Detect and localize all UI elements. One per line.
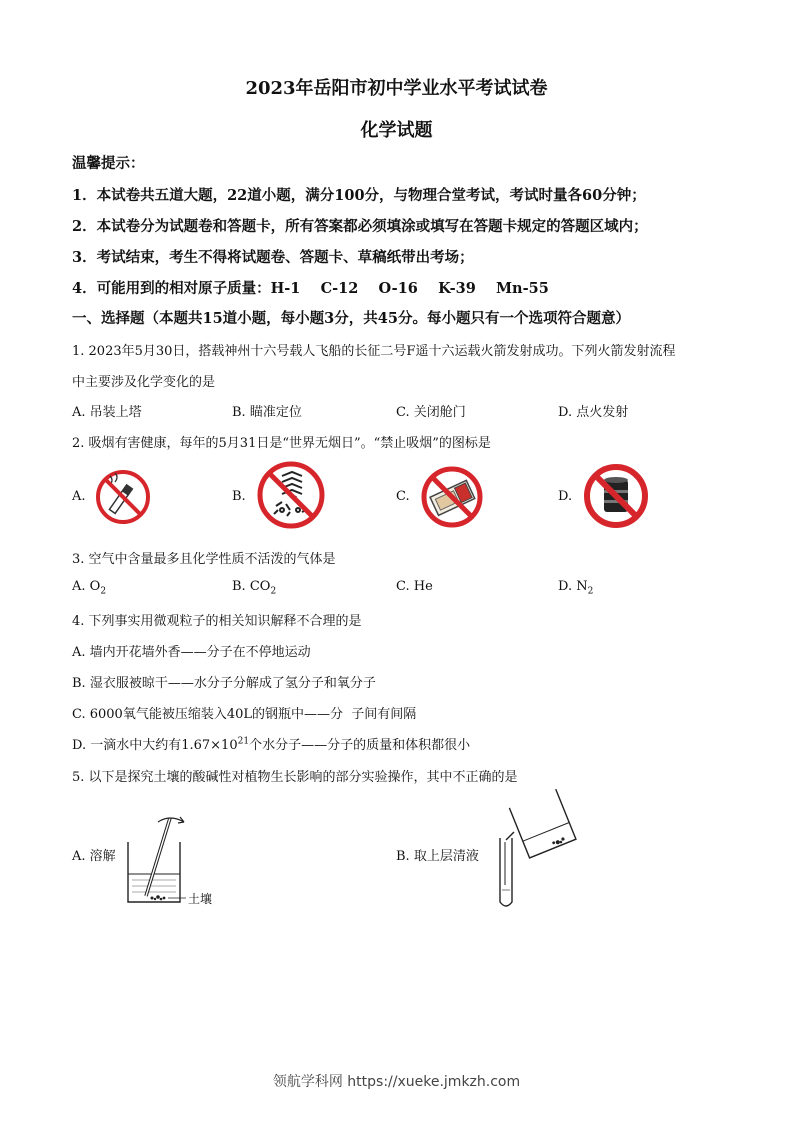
q2-option-c: C. (396, 489, 410, 504)
question-1-stem-cont: 中主要涉及化学变化的是 (72, 375, 216, 390)
question-3-stem: 3. 空气中含量最多且化学性质不活泼的气体是 (72, 552, 336, 567)
pouring-test-tube-figure (486, 790, 576, 912)
section-heading: 一、选择题（本题共15道小题，每小题3分，共45分。每小题只有一个选项符合题意） (72, 310, 630, 327)
q2-option-d: D. (558, 489, 573, 504)
q4-option-c: C. 6000氧气能被压缩装入40L的钢瓶中——分 子间有间隔 (72, 707, 417, 722)
q2-option-b: B. (232, 489, 246, 504)
question-4-stem: 4. 下列事实用微观粒子的相关知识解释不合理的是 (72, 614, 362, 629)
q3-option-b: B. $CO_2$ (232, 579, 277, 597)
no-fireworks-icon (256, 460, 326, 530)
q2-option-a: A. (72, 489, 86, 504)
tip-item: 3．考试结束，考生不得将试题卷、答题卡、草稿纸带出考场； (72, 249, 474, 266)
footer-watermark: 领航学科网 https://xueke.jmkzh.com (272, 1074, 521, 1090)
q3-option-a: A. $O_2$ (72, 579, 107, 597)
tips-heading: 温馨提示： (72, 155, 145, 172)
q1-option-c: C. 关闭舱门 (396, 405, 466, 420)
question-2-stem: 2. 吸烟有害健康，每年的5月31日是“世界无烟日”。“禁止吸烟”的图标是 (72, 436, 491, 451)
no-smoking-icon (94, 468, 152, 526)
q3-option-d: D. $N_2$ (558, 579, 594, 597)
question-5-stem: 5. 以下是探究土壤的酸碱性对植物生长影响的部分实验操作，其中不正确的是 (72, 770, 518, 785)
tip-item: 2．本试卷分为试题卷和答题卡，所有答案都必须填涂或填写在答题卡规定的答题区域内； (72, 218, 648, 235)
soil-label: 土壤 (188, 892, 213, 906)
q4-option-d: D. 一滴水中大约有$1.67\times 10^{21}$个水分子——分子的质量和体积都很小 (72, 736, 471, 753)
q1-option-b: B. 瞄准定位 (232, 405, 302, 420)
q4-option-a: A. 墙内开花墙外香——分子在不停地运动 (72, 645, 311, 660)
no-flammable-barrel-icon (582, 462, 650, 530)
q1-option-a: A. 吊装上塔 (72, 405, 142, 420)
no-matches-icon (418, 464, 486, 530)
q5-option-a: A. 溶解 (72, 849, 116, 864)
tip-item: 1．本试卷共五道大题，22道小题，满分100分，与物理合堂考试，考试时量各60分钟； (72, 187, 646, 204)
dissolving-beaker-figure (122, 812, 232, 908)
q1-option-d: D. 点火发射 (558, 405, 629, 420)
q3-option-c: C. He (396, 579, 433, 594)
page-subtitle: 化学试题 (360, 120, 433, 141)
tip-item: 4．可能用到的相对原子质量：H-1 C-12 O-16 K-39 Mn-55 (72, 280, 549, 297)
q4-option-b: B. 湿衣服被晾干——水分子分解成了氢分子和氧分子 (72, 676, 376, 691)
page-title: 2023年岳阳市初中学业水平考试试卷 (245, 78, 548, 99)
q5-option-b: B. 取上层清液 (396, 849, 479, 864)
question-1-stem: 1. 2023年5月30日，搭载神州十六号载人飞船的长征二号F遥十六运载火箭发射成功。下列火箭发射流程 (72, 344, 676, 359)
